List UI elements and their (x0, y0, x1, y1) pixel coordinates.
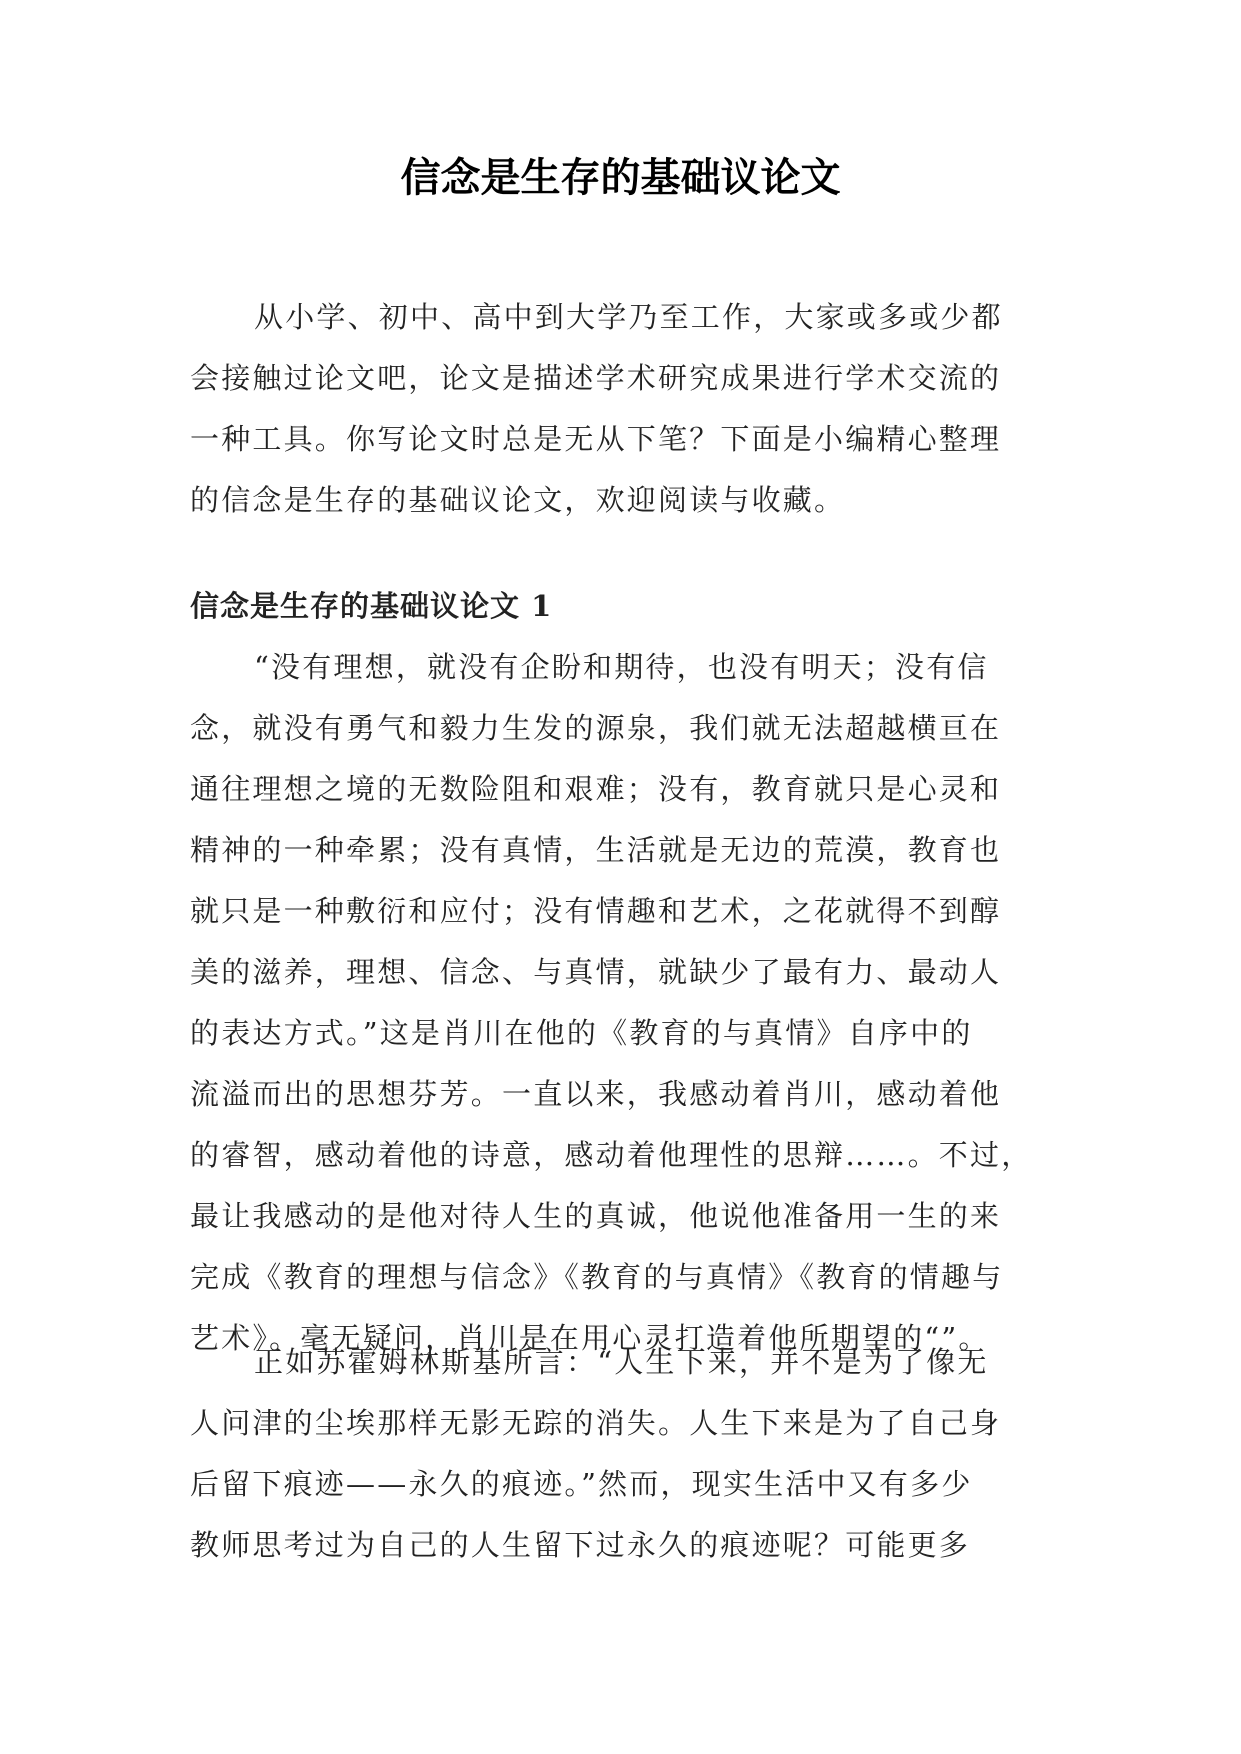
section-heading: 信念是生存的基础议论文 1 (190, 589, 553, 623)
intro-paragraph (190, 287, 1050, 531)
paragraph-line: 通往理想之境的无数险阻和艰难；没有，教育就只是心灵和 (190, 772, 1002, 806)
paragraph-line: 就只是一种敷衍和应付；没有情趣和艺术，之花就得不到醇 (190, 894, 1002, 928)
paragraph-line: 教师思考过为自己的人生留下过永久的痕迹呢？可能更多 (190, 1528, 971, 1562)
paragraph-line: 人问津的尘埃那样无影无踪的消失。人生下来是为了自己身 (190, 1406, 1002, 1440)
intro-line: 会接触过论文吧，论文是描述学术研究成果进行学术交流的 (190, 361, 1002, 395)
paragraph-line: 完成《教育的理想与信念》《教育的与真情》《教育的情趣与 (190, 1260, 1004, 1294)
paragraph-line: 美的滋养，理想、信念、与真情，就缺少了最有力、最动人 (190, 955, 1002, 989)
paragraph-line: 后留下痕迹——永久的痕迹。”然而，现实生活中又有多少 (190, 1467, 973, 1501)
paragraph-line: 的表达方式。”这是肖川在他的《教育的与真情》自序中的 (190, 1016, 973, 1050)
intro-line: 的信念是生存的基础议论文，欢迎阅读与收藏。 (190, 483, 846, 517)
paragraph-line: 正如苏霍姆林斯基所言：“人生下来，并不是为了像无 (254, 1345, 989, 1379)
paragraph-line: 最让我感动的是他对待人生的真诚，他说他准备用一生的来 (190, 1199, 1002, 1233)
paragraph-line: 艺术》。毫无疑问，肖川是在用心灵打造着他所期望的“”。 (190, 1321, 990, 1355)
paragraph-line: “没有理想，就没有企盼和期待，也没有明天；没有信 (254, 650, 989, 684)
document-title: 信念是生存的基础议论文 (400, 155, 841, 201)
paragraph-line: 流溢而出的思想芬芳。一直以来，我感动着肖川，感动着他 (190, 1077, 1002, 1111)
paragraph-line: 的睿智，感动着他的诗意，感动着他理性的思辩……。不过， (190, 1138, 1033, 1172)
intro-line: 从小学、初中、高中到大学乃至工作，大家或多或少都 (254, 300, 1003, 334)
body-paragraph-2 (190, 1332, 1050, 1576)
paragraph-line: 精神的一种牵累；没有真情，生活就是无边的荒漠，教育也 (190, 833, 1002, 867)
intro-line: 一种工具。你写论文时总是无从下笔？下面是小编精心整理 (190, 422, 1002, 456)
paragraph-line: 念，就没有勇气和毅力生发的源泉，我们就无法超越横亘在 (190, 711, 1002, 745)
body-paragraph-1 (190, 637, 1050, 1369)
